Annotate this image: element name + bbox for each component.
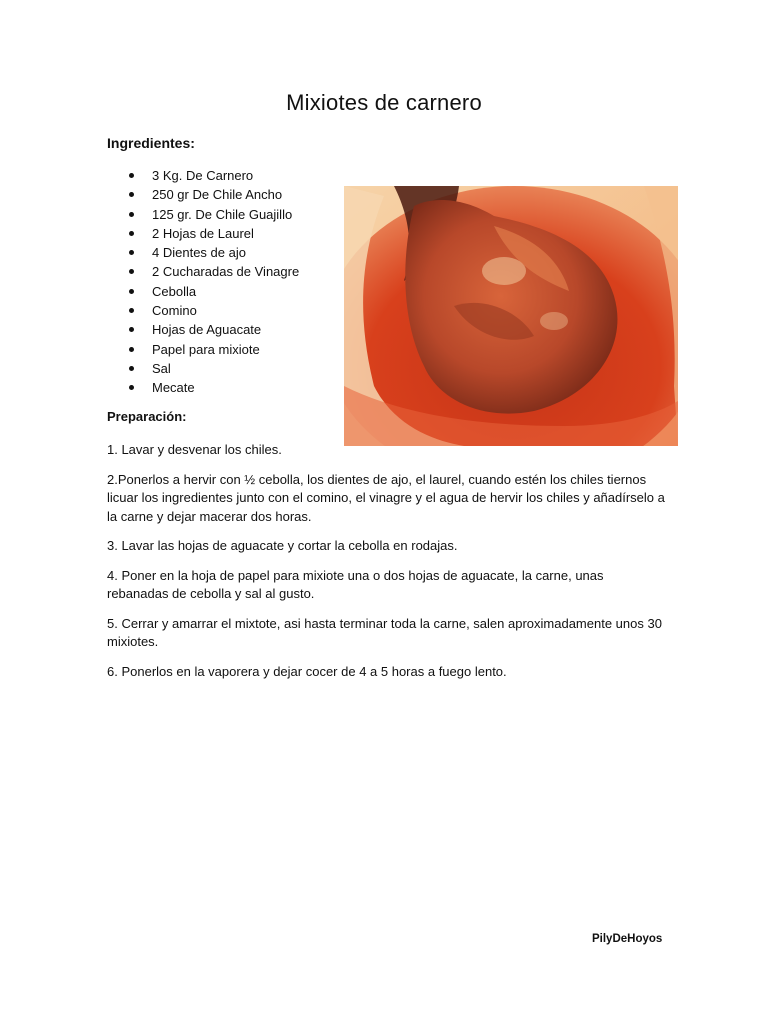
list-item: 1. Lavar y desvenar los chiles. [107,442,282,457]
list-item: Comino [127,301,299,320]
list-item: 4. Poner en la hoja de papel para mixiote una o dos hojas de aguacate, la carne, unas rebanadas de cebolla y sal al gusto. [107,567,604,601]
list-item: 6. Ponerlos en la vaporera y dejar cocer de 4 a 5 horas a fuego lento. [107,663,507,679]
list-item: 125 gr. De Chile Guajillo [127,205,299,224]
ingredients-list [127,166,299,398]
preparation-heading: Preparación: [107,409,187,424]
list-item: Hojas de Aguacate [127,320,299,339]
list-item: 3. Lavar las hojas de aguacate y cortar la cebolla en rodajas. [107,538,458,553]
list-item: Sal [127,359,299,378]
mixiote-dish-image [344,186,678,446]
list-item: 2.Ponerlos a hervir con ½ cebolla, los dientes de ajo, el laurel, cuando estén los chiles tiernos licuar los ingredientes junto con el comino, el vinagre y el agua de hervir los chiles y añadírselo a la carne y dejar macerar dos horas. [107,471,665,524]
author-signature: PilyDeHoyos [592,933,663,945]
list-item: Papel para mixiote [127,340,299,359]
list-item: 2 Hojas de Laurel [127,224,299,243]
list-item: 2 Cucharadas de Vinagre [127,262,299,281]
page-title: Mixiotes de carnero [286,90,482,115]
list-item: 3 Kg. De Carnero [127,166,299,185]
list-item: Cebolla [127,282,299,301]
ingredients-heading: Ingredientes: [107,135,195,151]
list-item: 5. Cerrar y amarrar el mixtote, asi hasta terminar toda la carne, salen aproximadamente unos 30 mixiotes. [107,615,662,649]
list-item: Mecate [127,378,299,397]
preparation-steps [107,441,667,692]
list-item: 250 gr De Chile Ancho [127,185,299,204]
dish-photo [344,186,678,446]
list-item: 4 Dientes de ajo [127,243,299,262]
